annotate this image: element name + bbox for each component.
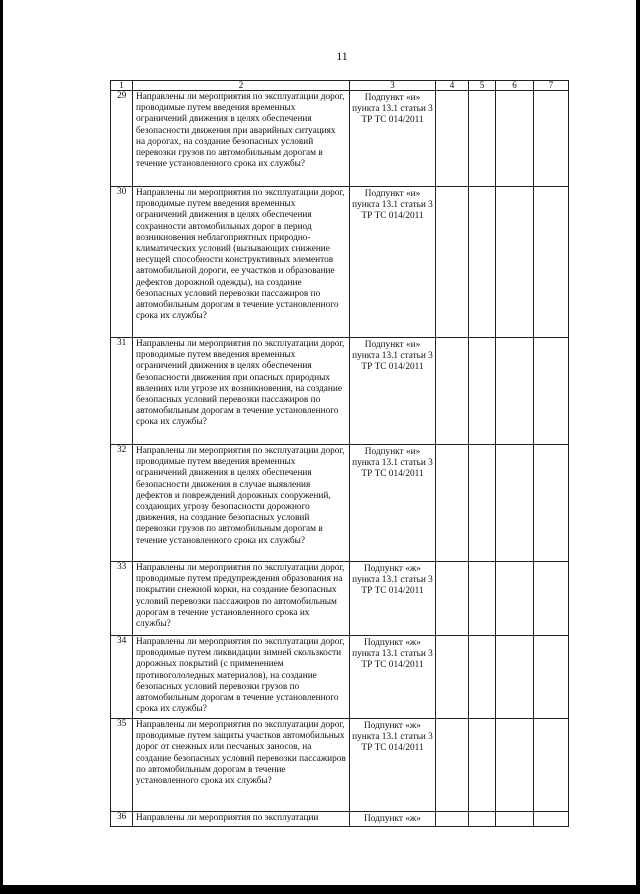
answer-cell <box>534 445 569 562</box>
table-row <box>111 91 569 187</box>
answer-cell <box>436 636 469 719</box>
row-number: 35 <box>111 719 133 812</box>
scan-edge-left <box>0 0 3 894</box>
table-row <box>111 445 569 562</box>
answer-cell <box>496 187 534 338</box>
answer-cell <box>534 636 569 719</box>
answer-cell <box>534 719 569 812</box>
header-cell: 6 <box>496 81 534 91</box>
question-text: Направлены ли мероприятия по эксплуатации дорог, проводимые путем введения временных ограничений движения в целях обеспечения безопасности движения при аварийных ситуациях на дорогах, на создание безопасных условий перевозки грузов по автомобильным дорогам в течение установленного срока их службы? <box>133 91 350 187</box>
question-text: Направлены ли мероприятия по эксплуатации дорог, проводимые путем введения временных ограничений движения в целях обеспечения безопасности движения при опасных природных явлениях или угрозе их возникновения, на создание безопасных условий перевозки пассажиров по автомобильным дорогам в течение установленного срока их службы? <box>133 338 350 445</box>
header-cell: 7 <box>534 81 569 91</box>
question-text: Направлены ли мероприятия по эксплуатации дорог, проводимые путем предупреждения образования на покрытии снежной корки, на создание безопасных условий перевозки пассажиров по автомобильным дорогам в течение установленного срока их службы? <box>133 562 350 636</box>
answer-cell <box>469 91 496 187</box>
table-row <box>111 719 569 812</box>
checklist-table <box>110 80 569 827</box>
header-cell: 1 <box>111 81 133 91</box>
answer-cell <box>469 812 496 827</box>
scan-edge-bottom <box>0 885 640 894</box>
answer-cell <box>469 562 496 636</box>
legal-reference: Подпункт «ж» пункта 13.1 статьи 3 ТР ТС 014/2011 <box>350 719 436 812</box>
table-row <box>111 562 569 636</box>
row-number: 29 <box>111 91 133 187</box>
answer-cell <box>496 445 534 562</box>
answer-cell <box>469 636 496 719</box>
header-cell: 3 <box>350 81 436 91</box>
header-row <box>111 81 569 91</box>
question-text: Направлены ли мероприятия по эксплуатации дорог, проводимые путем введения временных ограничений движения в целях обеспечения сохранности автомобильных дорог в период возникновения неблагоприятных природно-климатических условий (вызывающих снижение несущей способности конструктивных элементов автомобильной дороги, ее участков и образование дефектов дорожной одежды), на создание безопасных условий перевозки пассажиров по автомобильным дорогам в течение установленного срока их службы? <box>133 187 350 338</box>
header-cell: 5 <box>469 81 496 91</box>
answer-cell <box>534 91 569 187</box>
legal-reference: Подпункт «и» пункта 13.1 статьи 3 ТР ТС 014/2011 <box>350 338 436 445</box>
table-row <box>111 338 569 445</box>
answer-cell <box>534 187 569 338</box>
row-number: 34 <box>111 636 133 719</box>
legal-reference: Подпункт «ж» <box>350 812 436 827</box>
row-number: 36 <box>111 812 133 827</box>
question-text: Направлены ли мероприятия по эксплуатации дорог, проводимые путем ликвидации зимней скользкости дорожных покрытий (с применением противогололедных материалов), на создание безопасных условий перевозки грузов по автомобильным дорогам в течение установленного срока их службы? <box>133 636 350 719</box>
header-cell: 2 <box>133 81 350 91</box>
answer-cell <box>436 719 469 812</box>
legal-reference: Подпункт «и» пункта 13.1 статьи 3 ТР ТС 014/2011 <box>350 445 436 562</box>
question-text: Направлены ли мероприятия по эксплуатации дорог, проводимые путем защиты участков автомобильных дорог от снежных или песчаных заносов, на создание безопасных условий перевозки пассажиров по автомобильным дорогам в течение установленного срока их службы? <box>133 719 350 812</box>
answer-cell <box>496 719 534 812</box>
page-number: 11 <box>336 49 348 63</box>
answer-cell <box>496 91 534 187</box>
row-number: 30 <box>111 187 133 338</box>
answer-cell <box>496 562 534 636</box>
legal-reference: Подпункт «и» пункта 13.1 статьи 3 ТР ТС 014/2011 <box>350 187 436 338</box>
answer-cell <box>496 636 534 719</box>
scan-edge-right <box>636 0 640 894</box>
answer-cell <box>534 812 569 827</box>
answer-cell <box>436 445 469 562</box>
answer-cell <box>436 812 469 827</box>
answer-cell <box>436 91 469 187</box>
answer-cell <box>534 338 569 445</box>
answer-cell <box>436 338 469 445</box>
answer-cell <box>436 562 469 636</box>
question-text: Направлены ли мероприятия по эксплуатации дорог, проводимые путем введения временных ограничений движения в целях обеспечения безопасности движения в случае выявления дефектов и повреждений дорожных сооружений, создающих угрозу безопасности дорожного движения, на создание безопасных условий перевозки грузов по автомобильным дорогам в течение установленного срока их службы? <box>133 445 350 562</box>
legal-reference: Подпункт «ж» пункта 13.1 статьи 3 ТР ТС 014/2011 <box>350 636 436 719</box>
row-number: 33 <box>111 562 133 636</box>
table-row <box>111 187 569 338</box>
legal-reference: Подпункт «ж» пункта 13.1 статьи 3 ТР ТС 014/2011 <box>350 562 436 636</box>
answer-cell <box>469 719 496 812</box>
row-number: 31 <box>111 338 133 445</box>
question-text: Направлены ли мероприятия по эксплуатации <box>133 812 350 827</box>
answer-cell <box>469 338 496 445</box>
answer-cell <box>534 562 569 636</box>
answer-cell <box>436 187 469 338</box>
answer-cell <box>469 445 496 562</box>
table-row <box>111 636 569 719</box>
header-cell: 4 <box>436 81 469 91</box>
answer-cell <box>496 812 534 827</box>
legal-reference: Подпункт «и» пункта 13.1 статьи 3 ТР ТС 014/2011 <box>350 91 436 187</box>
answer-cell <box>469 187 496 338</box>
answer-cell <box>496 338 534 445</box>
row-number: 32 <box>111 445 133 562</box>
table-row <box>111 812 569 827</box>
